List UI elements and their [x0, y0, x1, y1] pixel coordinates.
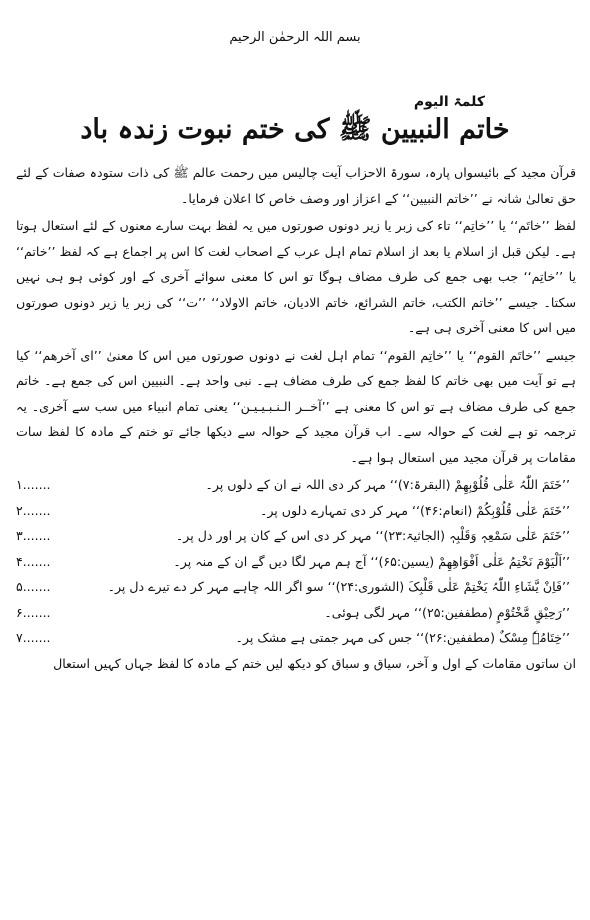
verse-number: ۳.......: [16, 528, 51, 543]
verse-number: ۴.......: [16, 553, 51, 569]
list-item: [16, 625, 576, 651]
verse-number: ۵.......: [16, 579, 51, 594]
paragraph: قرآن مجید کے بائیسواں پارہ، سورۃ الاحزاب آیت چالیس میں رحمت عالم ﷺ کی ذات ستودہ صفات کے لئے حق تعالیٰ شانہ نے ’’خاتم النبیین‘‘ کے اعزاز اور وصف خاص کا اعلان فرمایا۔: [16, 165, 576, 206]
verse-text: ’’خَتَمَ عَلٰی قُلُوْبِکُمْ (انعام:۴۶)‘‘ مہر کر دی تمہارے دلوں پر۔: [259, 502, 570, 518]
verse-list: [16, 472, 576, 651]
verse-text: ’’اَلْیَوْمَ نَخْتِمُ عَلٰی اَفْوَاھِھِمْ (یسین:۶۵)‘‘ آج ہم مہر لگا دیں گے ان کے منہ پر۔: [173, 553, 570, 569]
verse-number: ۷.......: [16, 630, 51, 645]
list-item: [16, 600, 576, 626]
paragraph: لفظ ’’خاتَم‘‘ یا ’’خاتِم‘‘ تاء کی زبر یا زیر دونوں صورتوں میں یہ لفظ بہت سارے معنوں کے لئے استعال ہوتا ہے۔ لیکن قبل از اسلام یا بعد از اسلام تمام اہل عرب کے اصحاب لغت کا اس پر اجماع ہے کہ لفظ ’’خاتم‘‘ یا ’’خاتِم‘‘ جب بھی جمع کی طرف مضاف ہوگا تو اس کا معنی سوائے آخری کے اور کوئی ہو ہی نہیں سکتا۔ جیسے ’’خاتم الکتب، خاتم الشرائع، خاتم الادیان، خاتم الاولاد‘‘ ’’ت‘‘ کی زبر یا زیر دونوں صورتوں میں اس کا معنی آخری ہی ہے۔: [16, 218, 576, 335]
verse-number: ۲.......: [16, 502, 51, 518]
verse-text: ’’فَاِنْ یَّشَاءِ اللّٰہُ یَخْتِمْ عَلٰی قَلْبِکَ (الشوری:۲۴)‘‘ سو اگر اللہ چاہے مہر کر دے تیرے دل پر۔: [107, 579, 570, 594]
list-item: [16, 523, 576, 549]
closing-line: ان ساتوں مقامات کے اول و آخر، سیاق و سباق کو دیکھ لیں ختم کے مادہ کا لفظ جہاں کہیں استعال: [53, 655, 576, 671]
verse-text: ’’خَتَمَ عَلٰی سَمْعِہٖ وَقَلْبِہٖ (الجاثیۃ:۲۳)‘‘ مہر کر دی اس کے کان پر اور دل پر۔: [175, 528, 570, 543]
verse-number: ۶.......: [16, 604, 51, 620]
list-item: [16, 574, 576, 600]
paragraph: جیسے ’’خاتَم القوم‘‘ یا ’’خاتِم القوم‘‘ تمام اہل لغت نے دونوں صورتوں میں اس کا معنیٰ ’’ای آخرھم‘‘ کیا ہے تو آیت میں بھی خاتم کا لفظ جمع کی طرف مضاف ہے۔ نبی واحد ہے۔ النبیین اس کی جمع ہے۔ خاتم جمع کی طرف مضاف ہے تو اس کا معنی ہے ’’آخــر الـنـبـیـیـن‘‘ یعنی تمام انبیاء میں سب سے آخری۔ یہ ترجمہ تو ہے لغت کے حوالہ سے۔ اب قرآن مجید کے حوالہ سے دیکھا جائے تو ختم کے مادہ کا لفظ سات مقامات پر قرآن مجید میں استعال ہوا ہے۔: [16, 347, 576, 465]
bismillah-heading: بسم اللہ الرحمٰن الرحیم: [229, 30, 361, 45]
verse-text: ’’خِتَامُہٗ مِسْکٌ (مطففین:۲۶)‘‘ جس کی مہر جمتی ہے مشک پر۔: [235, 630, 570, 645]
verse-number: ۱.......: [16, 477, 51, 492]
article-body: [16, 160, 576, 678]
page-title: خاتم النبیین ﷺ کی ختم نبوت زندہ باد: [80, 114, 510, 145]
column-label: کلمۃ الیوم: [413, 94, 485, 110]
verse-text: ’’رَحِیْقٍ مَّخْتُوْمٍ (مطففین:۲۵)‘‘ مہر لگی ہوئی۔: [324, 604, 570, 620]
verse-text: ’’خَتَمَ اللّٰہُ عَلٰی قُلُوْبِھِمْ (البقرۃ:۷)‘‘ مہر کر دی اللہ نے ان کے دلوں پر۔: [205, 477, 570, 492]
list-item: [16, 498, 576, 524]
list-item: [16, 549, 576, 575]
list-item: [16, 472, 576, 498]
